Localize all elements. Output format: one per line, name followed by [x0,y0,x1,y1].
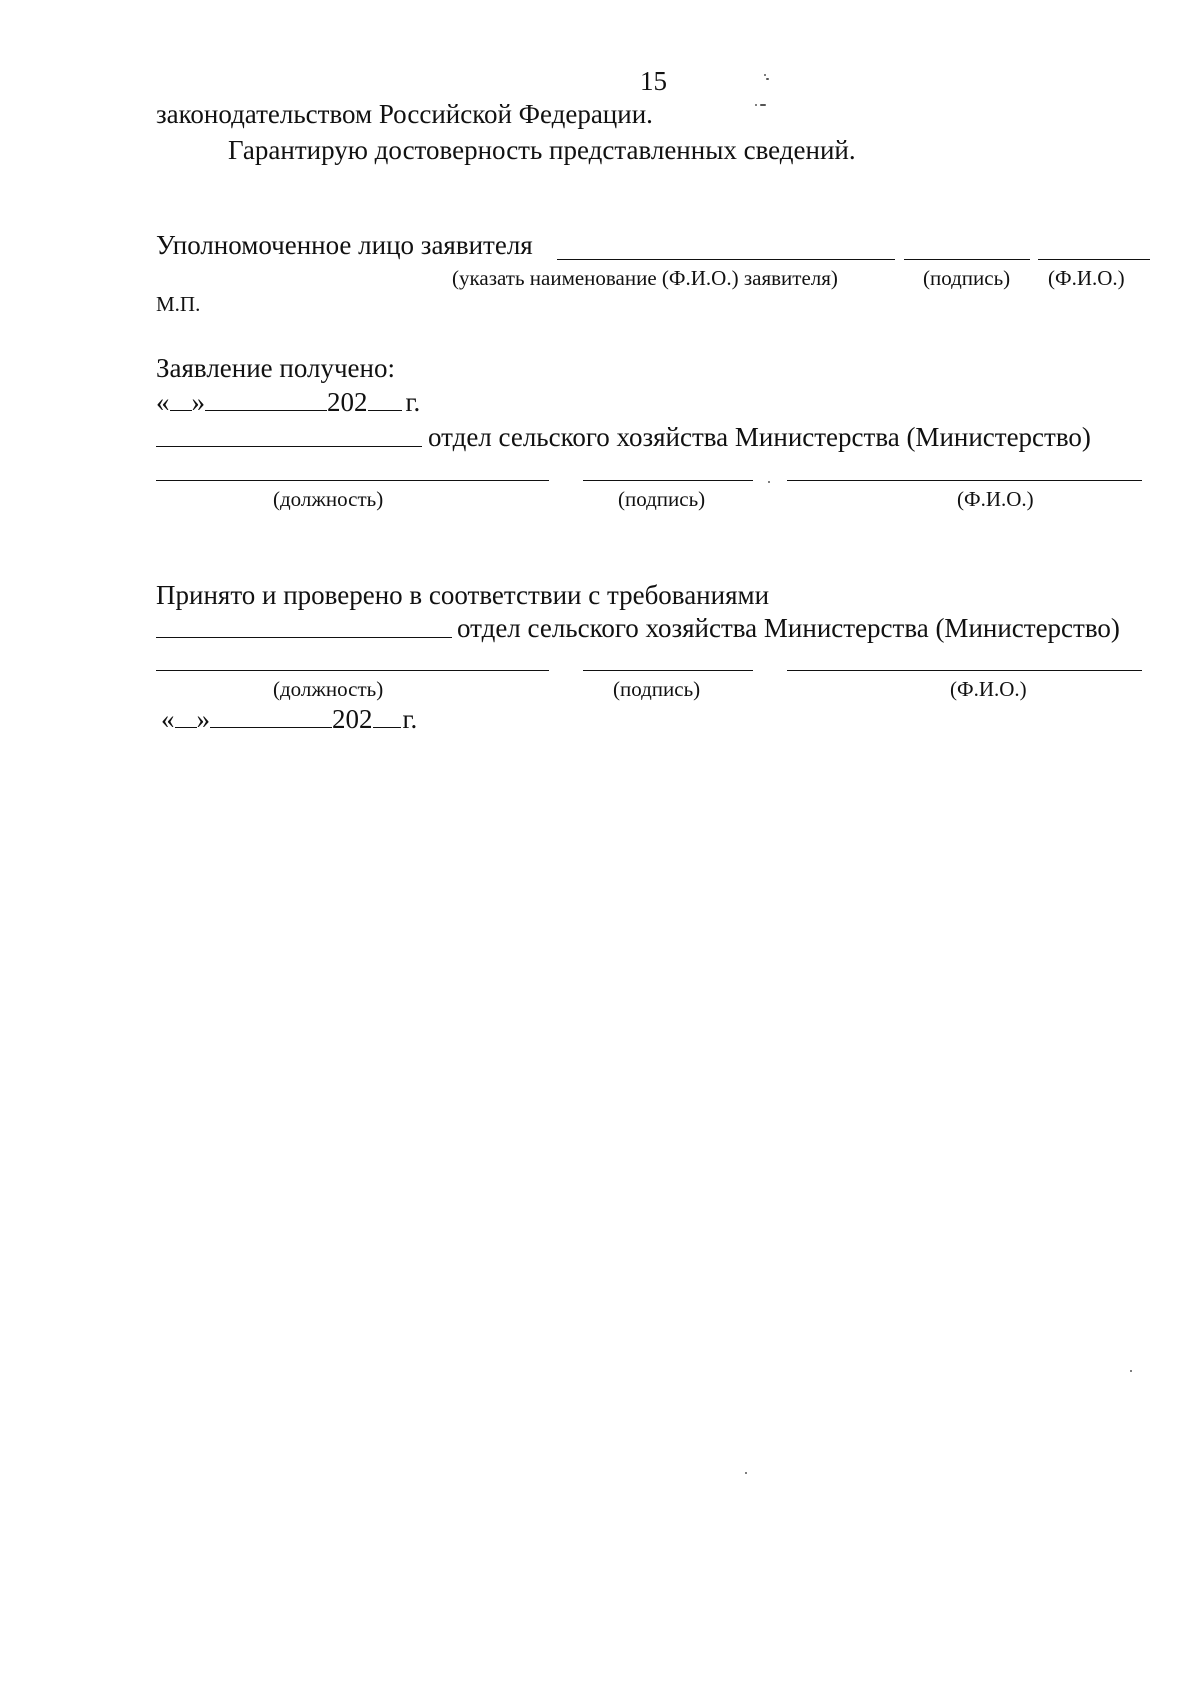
checked-year-prefix: 202 [332,704,373,734]
scan-mark [760,104,766,106]
checked-year-field[interactable] [373,707,401,728]
applicant-signature-field[interactable] [904,259,1030,260]
date-open-quote: « [161,704,175,734]
checked-year-suffix: г. [402,704,418,734]
checked-heading: Принято и проверено в соответствии с требованиями [156,580,770,610]
checked-date [161,706,417,733]
date-close-quote: » [196,704,210,734]
received-year-field[interactable] [368,390,402,411]
applicant-signature-caption: (подпись) [923,266,1011,290]
applicant-fio-caption: (Ф.И.О.) [1048,266,1125,290]
checked-department-field[interactable] [156,637,452,638]
checked-position-caption: (должность) [273,677,384,701]
scan-mark [766,78,769,80]
checked-fio-field[interactable] [787,670,1142,671]
scan-mark [745,1472,747,1474]
received-year-suffix: г. [405,387,421,417]
applicant-label: Уполномоченное лицо заявителя [156,230,533,260]
seal-mark: М.П. [156,292,201,316]
scan-mark [1130,1370,1132,1372]
received-department-label: отдел сельского хозяйства Министерства (Министерство) [428,422,1091,452]
applicant-name-field[interactable] [557,259,895,260]
date-close-quote: » [191,387,205,417]
checked-department-label: отдел сельского хозяйства Министерства (Министерство) [457,613,1120,643]
scan-mark [764,74,766,76]
checked-month-field[interactable] [210,707,332,728]
date-open-quote: « [156,387,170,417]
received-date [156,389,420,416]
received-department-field[interactable] [156,446,422,447]
received-heading: Заявление получено: [156,353,395,383]
received-position-caption: (должность) [273,487,384,511]
applicant-fio-field[interactable] [1038,259,1150,260]
page-number: 15 [640,66,667,96]
checked-position-field[interactable] [156,670,549,671]
applicant-name-caption: (указать наименование (Ф.И.О.) заявителя) [452,266,838,290]
received-signature-caption: (подпись) [618,487,706,511]
scan-mark [768,481,770,483]
received-fio-field[interactable] [787,480,1142,481]
received-signature-field[interactable] [583,480,753,481]
intro-text-line: законодательством Российской Федерации. [156,99,653,129]
checked-fio-caption: (Ф.И.О.) [950,677,1027,701]
received-day-field[interactable] [170,390,192,411]
guarantee-statement: Гарантирую достоверность представленных сведений. [228,135,856,165]
received-month-field[interactable] [205,390,327,411]
checked-signature-caption: (подпись) [613,677,701,701]
checked-signature-field[interactable] [583,670,753,671]
checked-day-field[interactable] [175,707,197,728]
scan-mark [755,104,757,106]
received-fio-caption: (Ф.И.О.) [957,487,1034,511]
received-year-prefix: 202 [327,387,368,417]
received-position-field[interactable] [156,480,549,481]
